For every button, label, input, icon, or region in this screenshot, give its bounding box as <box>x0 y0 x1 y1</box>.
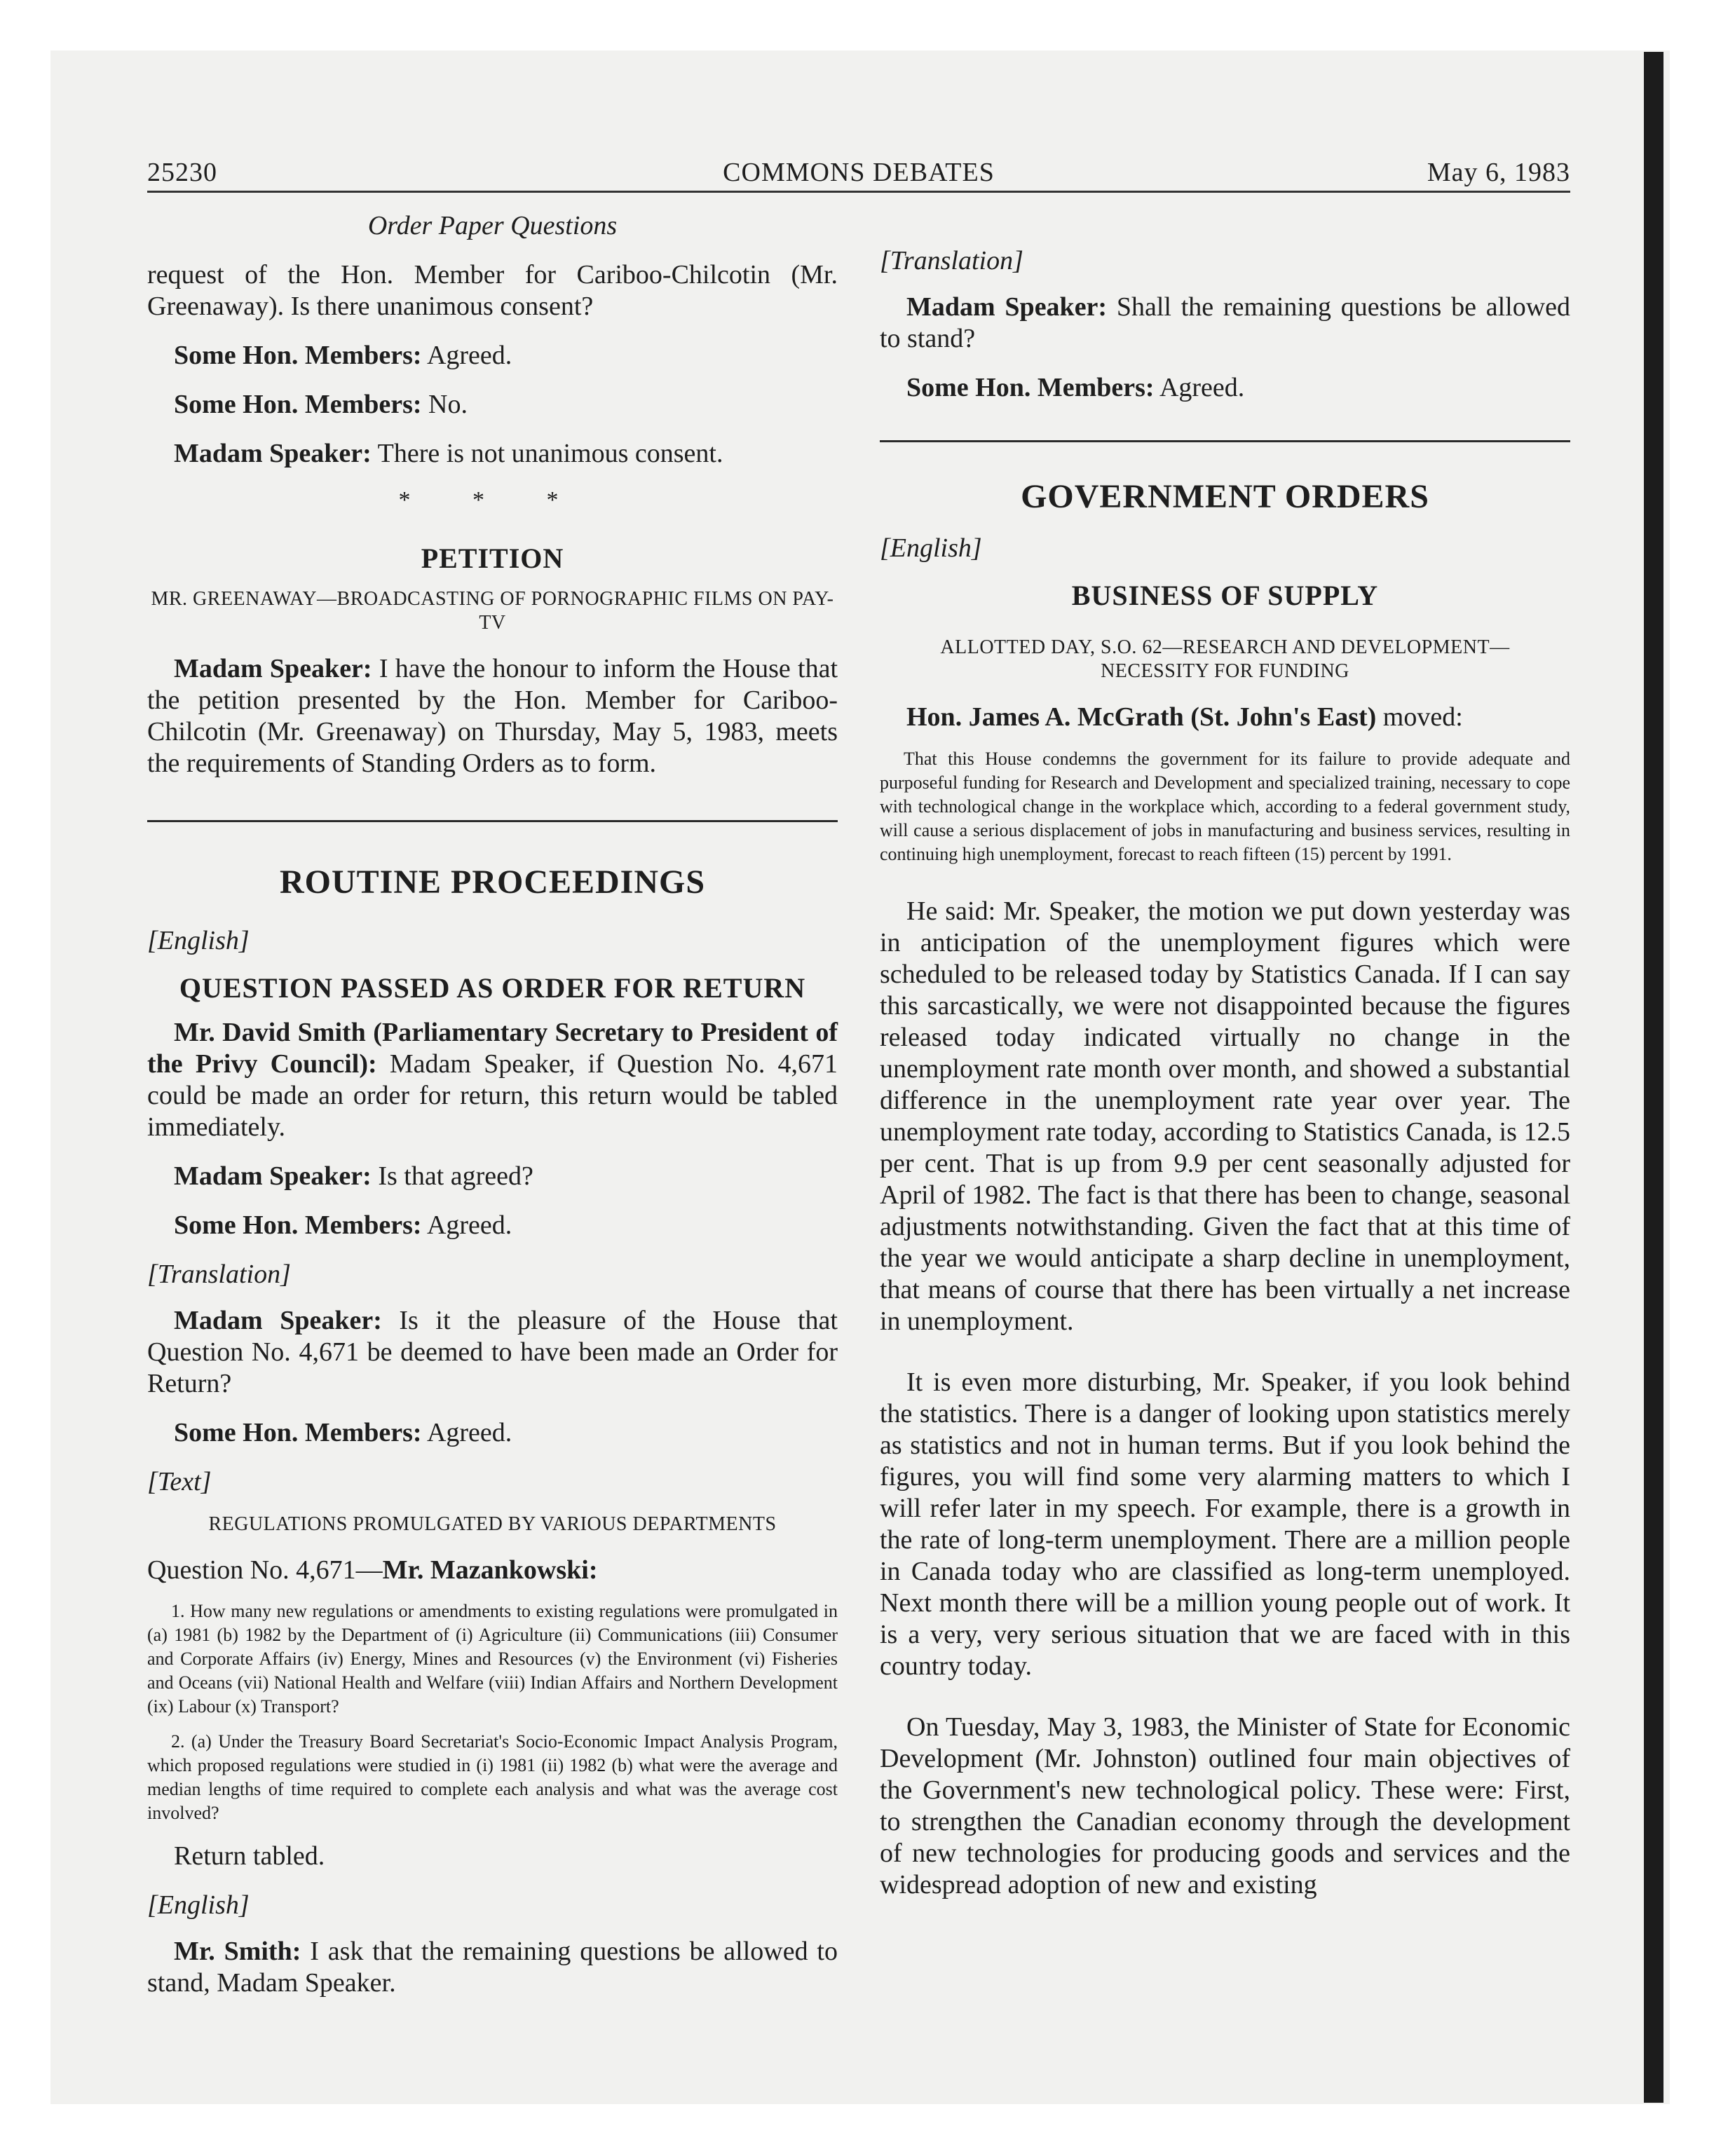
paragraph: He said: Mr. Speaker, the motion we put down yesterday was in anticipation of the unemployment figures which were scheduled to be released today by Statistics Canada. If I can say this sarcastically, we were not disappointed because the figures released today indicated virtually no change in the unemployment rate month over month, and showed a substantial difference in the unemployment rate year over year. The unemployment rate today, according to Statistics Canada, is 12.5 per cent. That is up from 9.9 per cent seasonally adjusted for April of 1982. The fact is that there has been to change, seasonal adjustments notwithstanding. Given the fact that at this time of the year we would anticipate a sharp decline in unemployment, that means of course that there has been virtually a net increase in unemployment. <box>880 896 1570 1336</box>
speech-text: Shall the remaining questions be allowed to stand? <box>880 292 1570 353</box>
speech-text: There is not unanimous consent. <box>371 439 723 468</box>
language-marker: [Translation] <box>147 1260 291 1289</box>
heading-government-orders: GOVERNMENT ORDERS <box>1021 478 1429 515</box>
heading-question-passed: QUESTION PASSED AS ORDER FOR RETURN <box>179 972 806 1004</box>
heading-petition: PETITION <box>421 543 564 574</box>
speaker-name: Hon. James A. McGrath (St. John's East) <box>906 702 1377 732</box>
speech-text: Agreed. <box>421 1210 512 1240</box>
allotted-day-heading: ALLOTTED DAY, S.O. 62—RESEARCH AND DEVELOPMENT—NECESSITY FOR FUNDING <box>940 636 1510 682</box>
paragraph <box>147 1305 838 1400</box>
speech-text: Madam Speaker, if Question No. 4,671 could be made an order for return, this return would be tabled immediately. <box>147 1049 838 1142</box>
paragraph: It is even more disturbing, Mr. Speaker, if you look behind the statistics. There is a danger of looking upon statistics merely as statistics and not in human terms. But if you look behind the figures, you will find some very alarming matters to which I will refer later in my speech. For example, there is a growth in the rate of long-term unemployment. There are a million people in Canada today who are classified as long-term unemployed. Next month there will be a million young people out of work. It is a very, very serious situation that we are faced with in this country today. <box>880 1367 1570 1681</box>
page-number: 25230 <box>147 158 217 187</box>
speaker-name: Madam Speaker: <box>174 1161 372 1191</box>
paragraph <box>147 1417 838 1449</box>
speaker-name: Madam Speaker: <box>906 292 1108 322</box>
paragraph <box>147 438 838 470</box>
question-heading <box>147 1555 838 1585</box>
language-marker: [Translation] <box>880 246 1023 275</box>
paragraph <box>147 340 838 371</box>
speaker-name: Madam Speaker: <box>174 439 372 468</box>
speaker-name: Mr. David Smith (Parliamentary Secretary to President of the Privy Council): <box>147 1018 838 1079</box>
speaker-name: Some Hon. Members: <box>174 341 422 370</box>
petition-subheading: MR. GREENAWAY—BROADCASTING OF PORNOGRAPHIC FILMS ON PAY-TV <box>151 588 834 634</box>
document-page <box>147 154 1570 1998</box>
speech-text: Is it the pleasure of the House that Question No. 4,671 be deemed to have been made an Order for Return? <box>147 1306 838 1398</box>
section-divider-stars: * * * <box>398 487 587 513</box>
paragraph <box>147 1017 838 1143</box>
speaker-name: Madam Speaker: <box>174 654 372 683</box>
speaker-name: Some Hon. Members: <box>906 373 1155 402</box>
right-column <box>880 210 1570 1918</box>
speech-text: No. <box>421 390 468 419</box>
paragraph <box>880 702 1570 733</box>
horizontal-rule <box>147 820 838 822</box>
running-header <box>147 154 1570 193</box>
speech-text: I ask that the remaining questions be allowed to stand, Madam Speaker. <box>147 1937 838 1998</box>
publication-title: COMMONS DEBATES <box>723 158 995 187</box>
language-marker: [Text] <box>147 1467 212 1496</box>
regulations-heading: REGULATIONS PROMULGATED BY VARIOUS DEPARTMENTS <box>208 1513 777 1535</box>
speech-text: Agreed. <box>421 341 512 370</box>
speech-text: I have the honour to inform the House that the petition presented by the Hon. Member for Cariboo-Chilcotin (Mr. Greenaway) on Thursday, May 5, 1983, meets the requirements of Standing Orders as to form. <box>147 654 838 778</box>
speaker-name: Some Hon. Members: <box>174 390 422 419</box>
paragraph <box>147 1936 838 1999</box>
paragraph <box>880 372 1570 404</box>
paragraph <box>147 1161 838 1192</box>
paragraph <box>147 1210 838 1241</box>
paragraph <box>147 389 838 421</box>
speaker-name: Some Hon. Members: <box>174 1210 422 1240</box>
paragraph: request of the Hon. Member for Cariboo-Chilcotin (Mr. Greenaway). Is there unanimous consent? <box>147 260 838 321</box>
speech-text: moved: <box>1376 702 1463 732</box>
speech-text: Is that agreed? <box>371 1161 533 1191</box>
heading-routine-proceedings: ROUTINE PROCEEDINGS <box>279 864 706 901</box>
paragraph <box>147 653 838 779</box>
speech-text: Agreed. <box>1154 373 1245 402</box>
language-marker: [English] <box>147 1890 250 1920</box>
paragraph: On Tuesday, May 3, 1983, the Minister of State for Economic Development (Mr. Johnston) outlined four main objectives of the Government's new technological policy. These were: First, to strengthen the Canadian economy through the development of new technologies for producing goods and services and the widespread adoption of new and existing <box>880 1712 1570 1899</box>
paragraph <box>880 292 1570 355</box>
speaker-name: Some Hon. Members: <box>174 1418 422 1447</box>
left-column <box>147 210 838 2017</box>
question-part-1: 1. How many new regulations or amendments to existing regulations were promulgated in (a) 1981 (b) 1982 by the Department of (i) Agriculture (ii) Communications (iii) Consumer and Corporate Affairs (iv) Energy, Mines and Resources (v) the Environment (vi) Fisheries and Oceans (vii) National Health and Welfare (viii) Indian Affairs and Northern Development (ix) Labour (x) Transport? <box>147 1601 838 1717</box>
speaker-name: Mr. Smith: <box>174 1937 301 1966</box>
speaker-name: Madam Speaker: <box>174 1306 382 1335</box>
speech-text: Agreed. <box>421 1418 512 1447</box>
question-member: Mr. Mazankowski: <box>382 1555 598 1585</box>
scan-edge-shadow <box>1644 52 1663 2103</box>
heading-business-of-supply: BUSINESS OF SUPPLY <box>1071 580 1379 611</box>
return-tabled: Return tabled. <box>174 1841 325 1871</box>
question-part-2: 2. (a) Under the Treasury Board Secretariat's Socio-Economic Impact Analysis Program, which proposed regulations were studied in (i) 1981 (ii) 1982 (b) what were the average and median lengths of time required to complete each analysis and what was the average cost involved? <box>147 1731 838 1823</box>
question-number: Question No. 4,671— <box>147 1555 383 1585</box>
language-marker: [English] <box>147 926 250 955</box>
header-date: May 6, 1983 <box>1427 158 1570 187</box>
motion-text: That this House condemns the government for its failure to provide adequate and purposeful funding for Research and Development and specialized training, necessary to cope with technological change in the workplace which, according to a federal government study, will cause a serious displacement of jobs in manufacturing and business services, resulting in continuing high unemployment, forecast to reach fifteen (15) percent by 1991. <box>880 749 1570 864</box>
section-subhead: Order Paper Questions <box>367 211 618 240</box>
language-marker: [English] <box>880 533 982 563</box>
horizontal-rule <box>880 440 1570 442</box>
